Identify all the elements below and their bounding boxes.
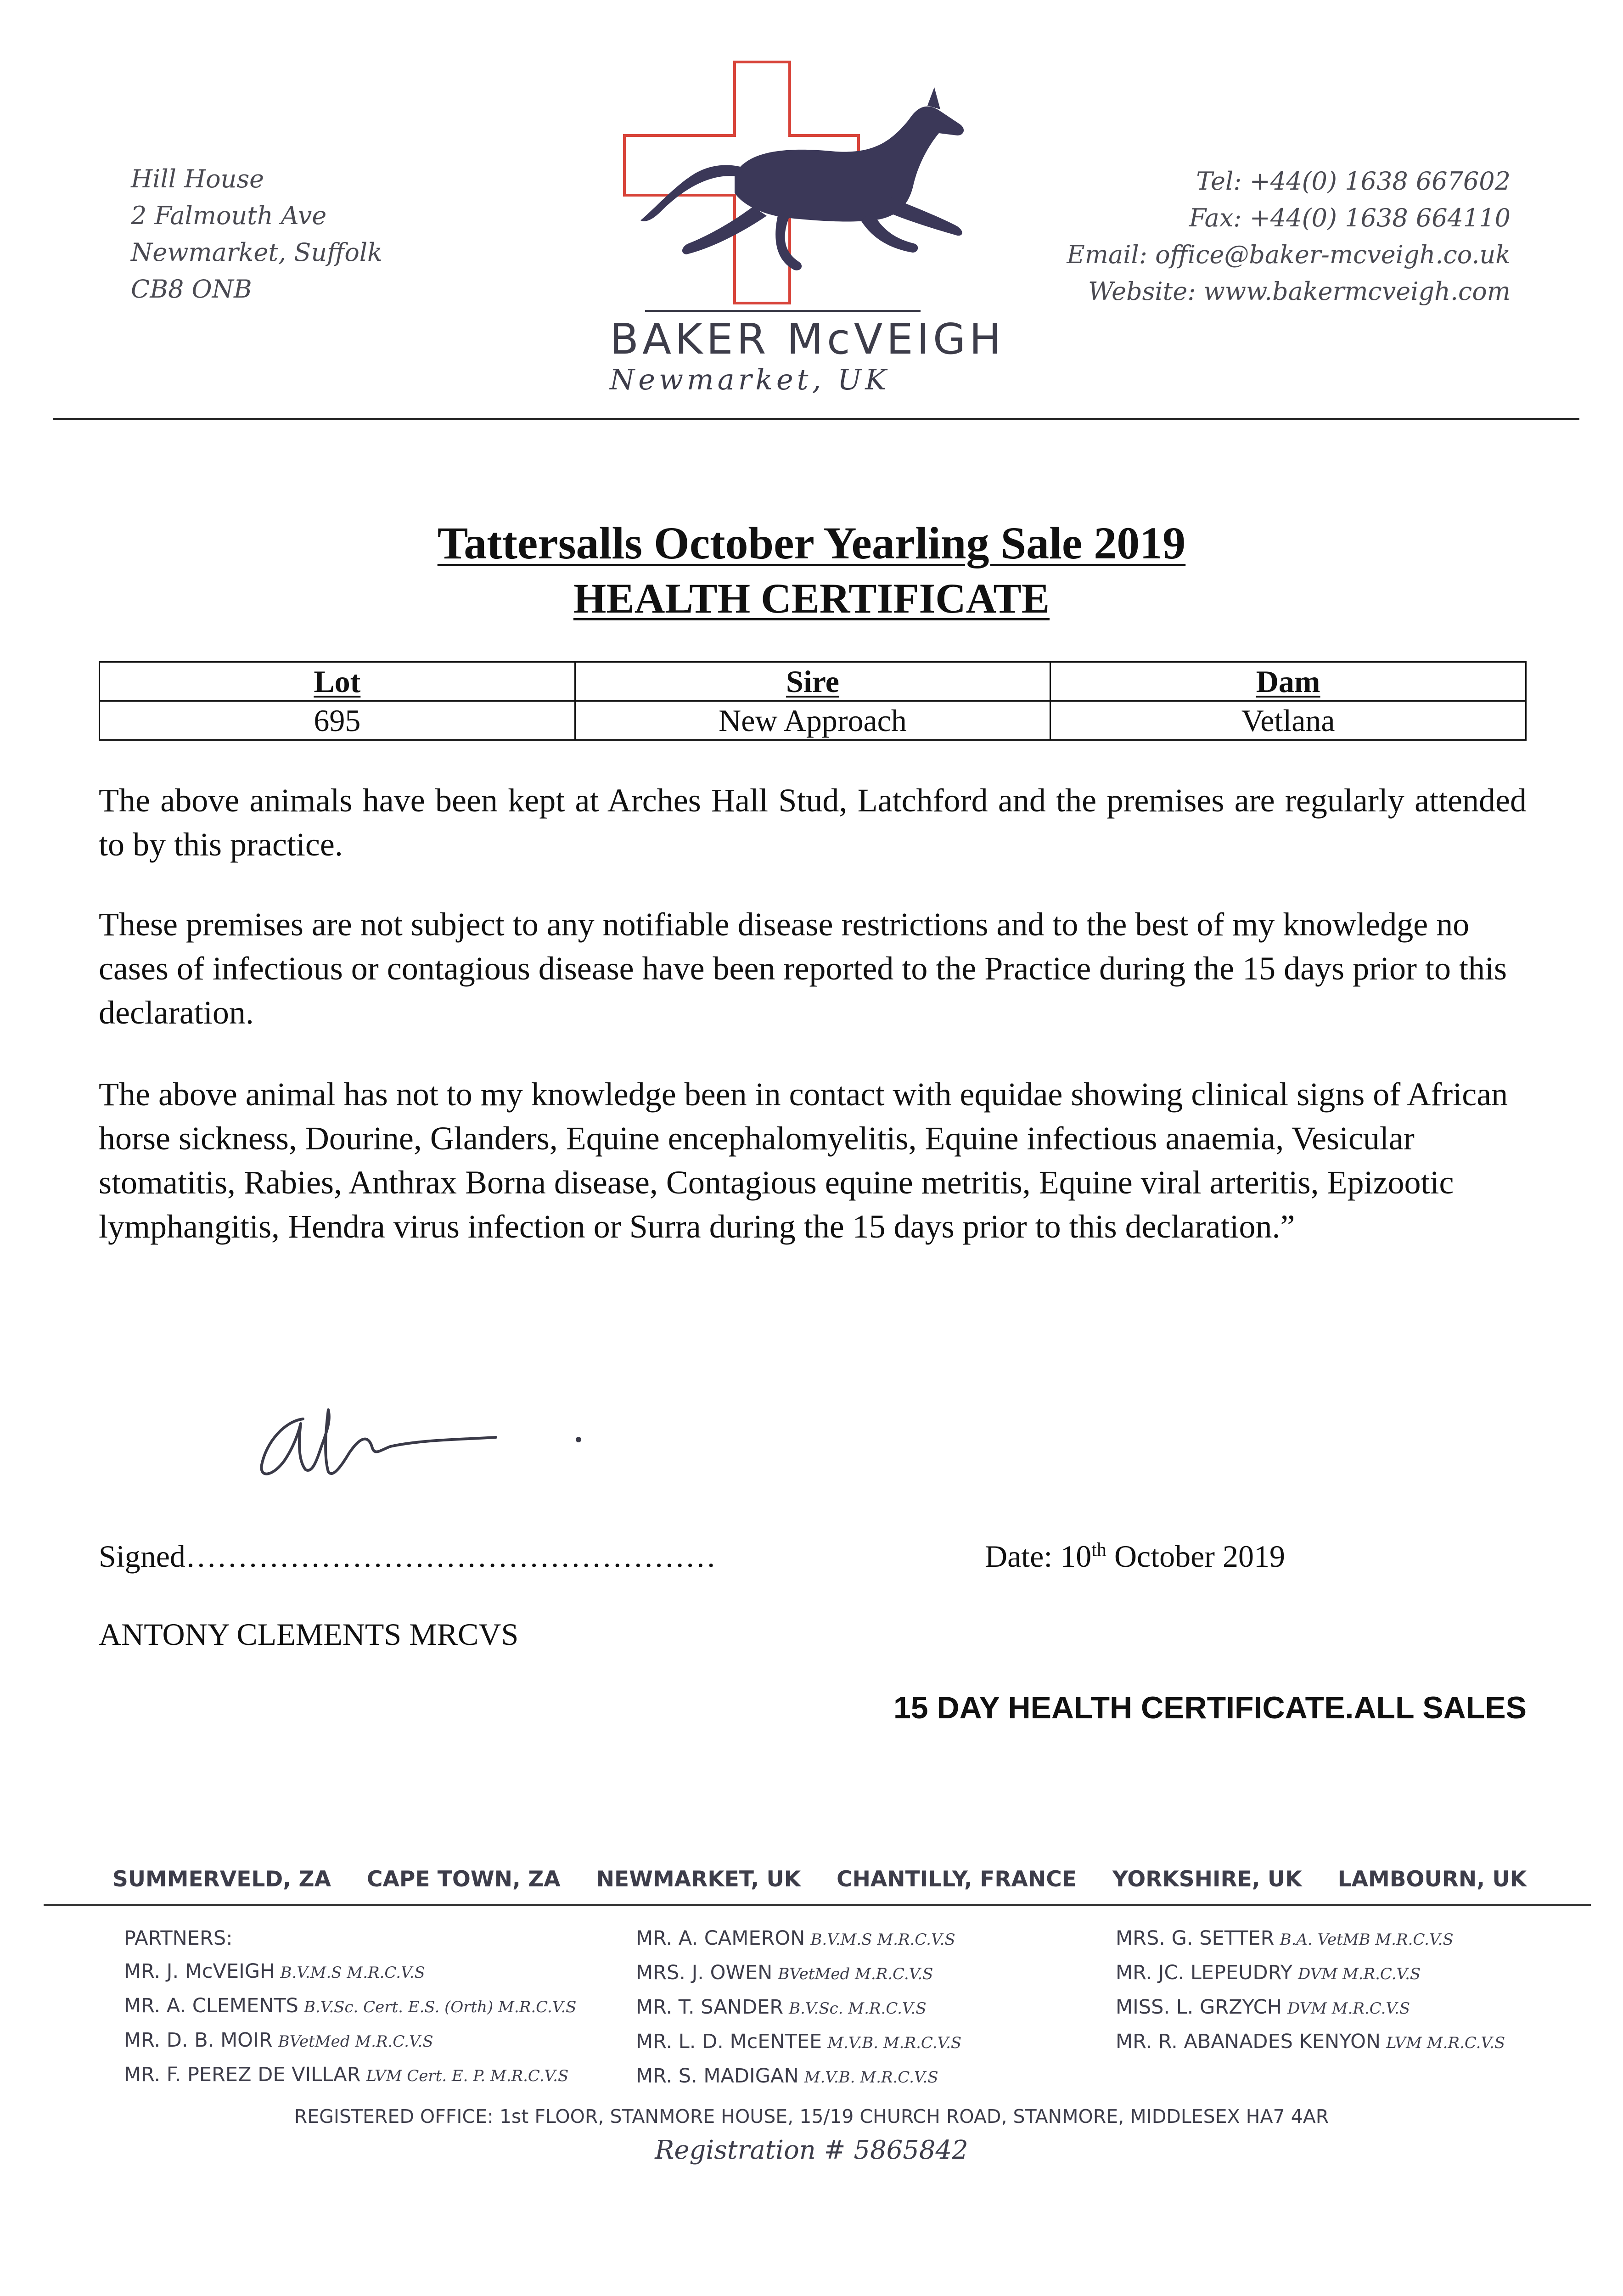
partner-item: MR. S. MADIGAN M.V.B. M.R.C.V.S [636, 2065, 938, 2088]
logo-divider [645, 310, 921, 312]
premises-paragraph: The above animals have been kept at Arches Hall Stud, Latchford and the premises are regularly attended to by this practice. [99, 782, 1527, 863]
location-item: CHANTILLY, FRANCE [837, 1867, 1077, 1892]
lot-table [99, 661, 1527, 741]
partner-item: MRS. G. SETTER B.A. VetMB M.R.C.V.S [1116, 1927, 1454, 1950]
disease-restriction-paragraph: These premises are not subject to any notifiable disease restrictions and to the best of my knowledge no cases of infectious or contagious disease have been reported to the Practice during the 15 days prior to this declaration. [99, 906, 1507, 1031]
registration-number: Registration # 5865842 [655, 2135, 968, 2165]
contact-line: Email: office@baker-mcveigh.co.uk [1067, 240, 1511, 269]
contact-line: Tel: +44(0) 1638 667602 [1196, 167, 1511, 196]
location-item: CAPE TOWN, ZA [367, 1867, 561, 1892]
contact-declaration-paragraph: The above animal has not to my knowledge been in contact with equidae showing clinical signs of African horse sickness, Dourine, Glanders, Equine encephalomyelitis, Equine infectious anaemia, Vesicular stomatitis, Rabies, Anthrax Borna disease, Contagious equine metritis, Equine viral arteritis, Epizootic lymphangitis, Hendra virus infection or Surra during the 15 days prior to this declaration.” [99, 1076, 1508, 1245]
partner-item: MR. JC. LEPEUDRY DVM M.R.C.V.S [1116, 1961, 1421, 1984]
partners-column-3 [1116, 1922, 1505, 2060]
footer-divider [44, 1904, 1591, 1906]
brand-name: BAKER McVEIGH [610, 315, 1005, 364]
lot-header: Lot [100, 662, 575, 701]
header-divider [53, 418, 1579, 420]
dam-header: Dam [1050, 662, 1526, 701]
partner-item: MR. D. B. MOIR BVetMed M.R.C.V.S [124, 2029, 433, 2052]
office-locations [112, 1867, 1527, 1892]
dam-value: Vetlana [1050, 701, 1526, 740]
baker-mcveigh-logo [597, 60, 1010, 418]
partners-label: PARTNERS: [124, 1927, 233, 1950]
sire-header: Sire [575, 662, 1050, 701]
company-address [131, 161, 382, 308]
address-line: CB8 ONB [131, 275, 252, 304]
partner-item: MR. J. McVEIGH B.V.M.S M.R.C.V.S [124, 1960, 425, 1983]
location-item: SUMMERVELD, ZA [112, 1867, 331, 1892]
signatory-name: ANTONY CLEMENTS MRCVS [99, 1617, 519, 1652]
document-subtitle: HEALTH CERTIFICATE [573, 575, 1050, 622]
company-contact [1067, 163, 1511, 310]
signature-date: Date: 10th October 2019 [985, 1539, 1285, 1574]
location-item: NEWMARKET, UK [596, 1867, 801, 1892]
location-item: LAMBOURN, UK [1337, 1867, 1527, 1892]
cross-horse-logo-icon [597, 60, 1010, 317]
partners-column-2 [636, 1922, 961, 2094]
partner-item: MR. L. D. McENTEE M.V.B. M.R.C.V.S [636, 2030, 962, 2053]
location-item: YORKSHIRE, UK [1112, 1867, 1302, 1892]
address-line: Newmarket, Suffolk [131, 238, 382, 267]
partner-item: MR. T. SANDER B.V.Sc. M.R.C.V.S [636, 1996, 927, 2019]
lot-value: 695 [100, 701, 575, 740]
partner-item: MRS. J. OWEN BVetMed M.R.C.V.S [636, 1961, 933, 1984]
sire-value: New Approach [575, 701, 1050, 740]
contact-line: Website: www.bakermcveigh.com [1088, 277, 1511, 306]
partner-item: MISS. L. GRZYCH DVM M.R.C.V.S [1116, 1996, 1410, 2019]
partner-item: MR. A. CLEMENTS B.V.Sc. Cert. E.S. (Orth) M.R.C.V.S [124, 1994, 577, 2017]
partner-item: MR. F. PEREZ DE VILLAR LVM Cert. E. P. M.R.C.V.S [124, 2063, 569, 2086]
signed-line: Signed…………………………………………… [99, 1539, 716, 1574]
registered-office: REGISTERED OFFICE: 1st FLOOR, STANMORE HOUSE, 15/19 CHURCH ROAD, STANMORE, MIDDLESEX HA7 4AR [294, 2105, 1329, 2127]
partners-column-1 [124, 1922, 576, 2093]
table-row [100, 701, 1526, 740]
partner-item: MR. R. ABANADES KENYON LVM M.R.C.V.S [1116, 2030, 1505, 2053]
contact-line: Fax: +44(0) 1638 664110 [1189, 203, 1511, 232]
brand-location: Newmarket, UK [610, 363, 890, 396]
address-line: Hill House [131, 164, 264, 193]
address-line: 2 Falmouth Ave [131, 201, 327, 230]
document-title: Tattersalls October Yearling Sale 2019 [437, 518, 1186, 568]
certificate-note: 15 DAY HEALTH CERTIFICATE.ALL SALES [893, 1690, 1527, 1725]
partner-item: MR. A. CAMERON B.V.M.S M.R.C.V.S [636, 1927, 955, 1950]
table-header-row [100, 662, 1526, 701]
handwritten-signature-icon [248, 1382, 597, 1488]
